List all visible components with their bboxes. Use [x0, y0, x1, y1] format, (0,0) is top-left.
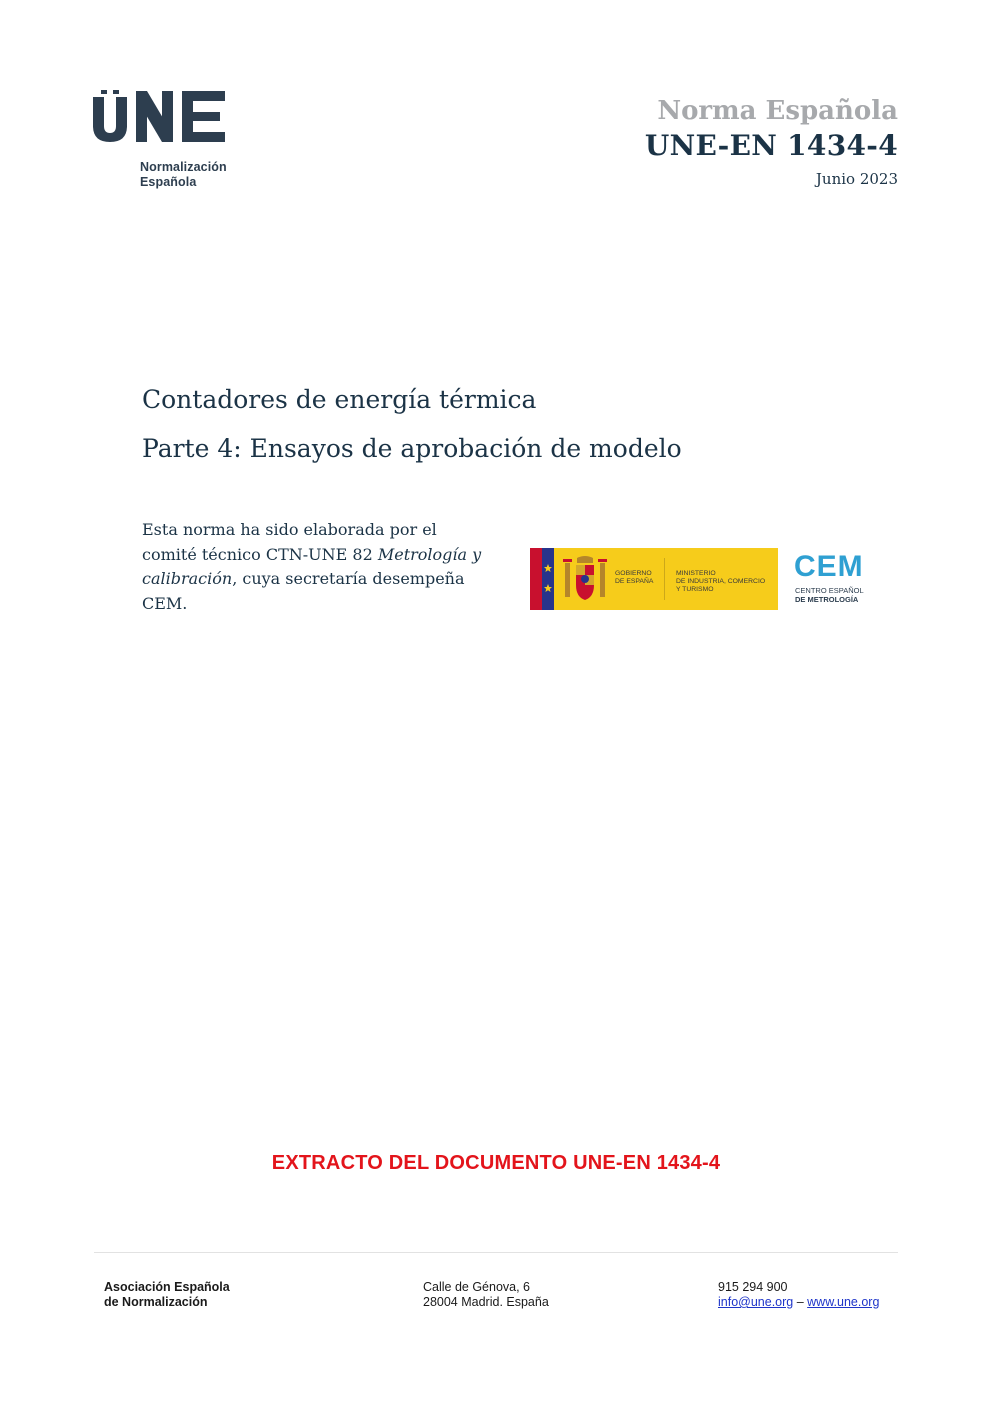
cem-line2: DE METROLOGÍA — [795, 595, 859, 604]
committee-line2 — [142, 543, 512, 568]
document-subtitle: Parte 4: Ensayos de aprobación de modelo — [142, 434, 682, 463]
eu-flag-red-strip — [530, 548, 542, 610]
footer-address-line1: Calle de Génova, 6 — [423, 1280, 531, 1294]
footer-website-link[interactable]: www.une.org — [807, 1295, 880, 1309]
gobierno-line2: DE ESPAÑA — [615, 578, 654, 585]
committee-topic-part1: Metrología y — [377, 544, 482, 564]
une-logo-subtitle-line2: Española — [140, 175, 197, 189]
eu-stars-icon — [542, 548, 554, 610]
une-logo-letters — [92, 88, 232, 148]
committee-line2-text: comité técnico CTN-UNE 82 — [142, 544, 378, 564]
committee-line4: CEM. — [142, 593, 188, 613]
ministerio-text — [676, 570, 765, 594]
partner-logos — [530, 548, 886, 612]
gobierno-line1: GOBIERNO — [615, 570, 652, 577]
footer-organization — [104, 1280, 230, 1310]
une-logo — [92, 88, 252, 198]
committee-line1: Esta norma ha sido elaborada por el — [142, 520, 437, 539]
footer-link-separator: – — [793, 1295, 808, 1309]
cem-logo-subtitle — [795, 586, 864, 604]
gobierno-logo — [530, 548, 778, 610]
footer-org-line1: Asociación Española — [104, 1280, 230, 1294]
gobierno-text — [615, 570, 653, 586]
footer-links — [718, 1295, 879, 1310]
une-logo-subtitle — [140, 160, 227, 190]
ministerio-line3: Y TURISMO — [676, 586, 714, 593]
standard-code: UNE-EN 1434-4 — [644, 129, 898, 162]
coat-of-arms-icon — [562, 555, 608, 603]
footer-address-line2: 28004 Madrid. España — [423, 1295, 549, 1309]
extract-notice: EXTRACTO DEL DOCUMENTO UNE-EN 1434-4 — [271, 1152, 721, 1174]
standard-date: Junio 2023 — [815, 170, 898, 188]
document-title: Contadores de energía térmica — [142, 385, 537, 414]
logo-divider — [664, 558, 665, 600]
committee-line3 — [142, 567, 512, 592]
standard-header — [645, 94, 898, 190]
committee-paragraph — [142, 518, 512, 616]
footer-email-link[interactable]: info@une.org — [718, 1295, 794, 1309]
standard-type-label: Norma Española — [657, 96, 898, 126]
une-logo-subtitle-line1: Normalización — [140, 160, 227, 174]
cem-logo-letters: CEM — [794, 550, 864, 583]
cem-logo — [788, 548, 886, 610]
cem-line1: CENTRO ESPAÑOL — [795, 586, 864, 595]
footer-address — [423, 1280, 549, 1310]
ministerio-line2: DE INDUSTRIA, COMERCIO — [676, 578, 766, 585]
ministerio-line1: MINISTERIO — [676, 570, 716, 577]
footer-org-line2: de Normalización — [104, 1295, 208, 1309]
committee-topic-part2: calibración — [142, 569, 233, 588]
footer-contact — [718, 1280, 879, 1310]
footer-divider — [94, 1252, 898, 1253]
footer-phone: 915 294 900 — [718, 1280, 788, 1294]
committee-line3-text: , cuya secretaría desempeña — [232, 569, 465, 588]
